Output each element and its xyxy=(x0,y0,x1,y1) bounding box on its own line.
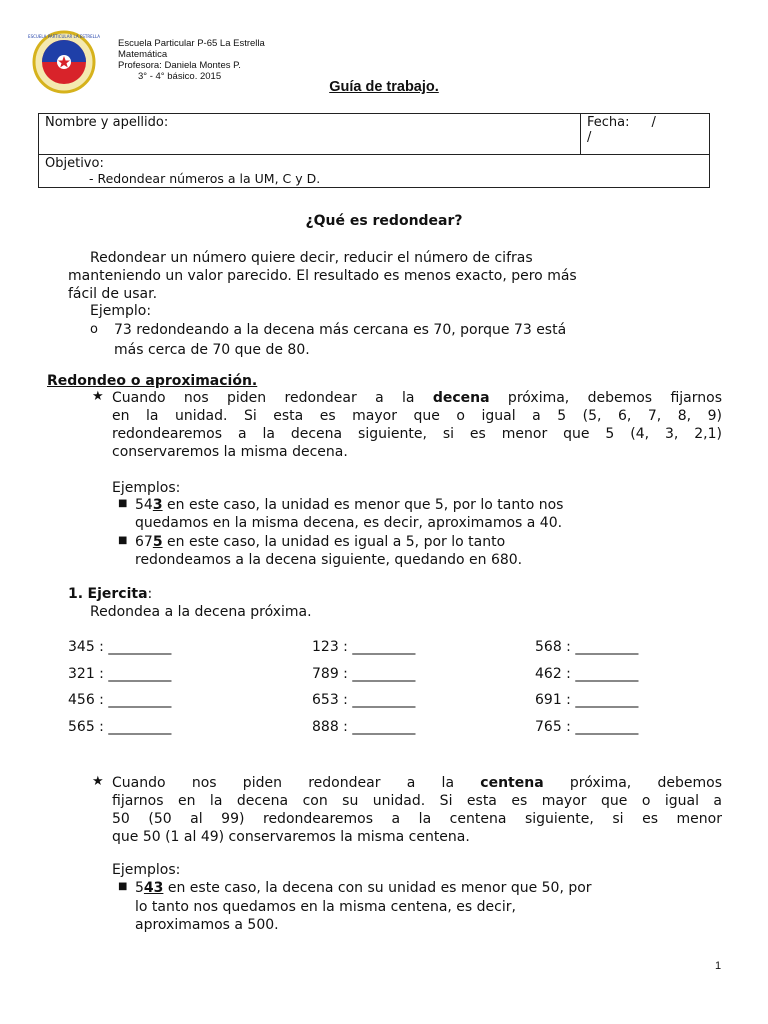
subject: Matemática xyxy=(118,49,168,60)
exercise-item[interactable]: 765 : _________ xyxy=(535,719,639,735)
school-header xyxy=(118,38,265,82)
section-heading-what-is-rounding: ¿Qué es redondear? xyxy=(305,213,463,229)
objective-item: - Redondear números a la UM, C y D. xyxy=(89,171,321,186)
svg-text:ESCUELA PARTICULAR LA ESTRELLA: ESCUELA PARTICULAR LA ESTRELLA xyxy=(28,34,100,39)
exercise-item[interactable]: 321 : _________ xyxy=(68,666,172,682)
circle-bullet-icon: o xyxy=(90,322,98,337)
student-info-table xyxy=(38,113,710,188)
objective-label: Objetivo: xyxy=(45,156,104,171)
exercise-item[interactable]: 789 : _________ xyxy=(312,666,416,682)
section-heading-rounding: Redondeo o aproximación. xyxy=(47,373,258,389)
objective-cell xyxy=(39,155,710,188)
exercise-item[interactable]: 568 : _________ xyxy=(535,639,639,655)
square-bullet-icon: ■ xyxy=(118,498,128,509)
exercise-item[interactable]: 123 : _________ xyxy=(312,639,416,655)
page-title: Guía de trabajo. xyxy=(329,79,439,95)
date-label: Fecha: xyxy=(587,115,630,130)
examples-label-decena: Ejemplos: xyxy=(112,480,181,496)
exercise-item[interactable]: 565 : _________ xyxy=(68,719,172,735)
example-543: ■ 543 en este caso, la unidad es menor que 5, por lo tanto nos quedamos en la misma decena, es decir, aproximamos a 40. xyxy=(118,497,564,531)
example-label: Ejemplo: xyxy=(90,303,152,319)
exercise-item[interactable]: 345 : _________ xyxy=(68,639,172,655)
example-675: ■ 675 en este caso, la unidad es igual a 5, por lo tanto redondeamos a la decena siguiente, quedando en 680. xyxy=(118,534,523,568)
rule-centena: ★ Cuando nos piden redondear a la centena próxima, debemos fijarnos en la decena con su unidad. Si esta es mayor que o igual a 50 (50 al 99) redondearemos a la centena siguiente, si es menor que 50 (1 al 49) conservaremos la misma centena. xyxy=(92,774,722,845)
examples-label-centena: Ejemplos: xyxy=(112,862,181,878)
square-bullet-icon: ■ xyxy=(118,535,128,546)
exercise-item[interactable]: 462 : _________ xyxy=(535,666,639,682)
example-item: o 73 redondeando a la decena más cercana es 70, porque 73 está más cerca de 70 que de 80. xyxy=(90,322,567,358)
exercise-instruction: Redondea a la decena próxima. xyxy=(90,604,312,620)
teacher: Profesora: Daniela Montes P. xyxy=(118,60,241,71)
exercise-item[interactable]: 888 : _________ xyxy=(312,719,416,735)
grade: 3° - 4° básico. 2015 xyxy=(138,71,222,82)
exercise-item[interactable]: 691 : _________ xyxy=(535,692,639,708)
star-bullet-icon: ★ xyxy=(92,774,104,789)
date-cell[interactable]: Fecha: / / xyxy=(581,114,710,155)
exercise-item[interactable]: 653 : _________ xyxy=(312,692,416,708)
school-name: Escuela Particular P-65 La Estrella xyxy=(118,38,265,49)
definition-paragraph: Redondear un número quiere decir, reducir el número de cifras manteniendo un valor parecido. El resultado es menos exacto, pero más fácil de usar. xyxy=(68,250,577,302)
example-543-centena: ■ 543 en este caso, la decena con su unidad es menor que 50, por lo tanto nos quedamos en la misma centena, es decir, aproximamos a 500. xyxy=(118,880,592,933)
rule-decena: ★ Cuando nos piden redondear a la decena próxima, debemos fijarnos en la unidad. Si esta es mayor que o igual a 5 (5, 6, 7, 8, 9) redondearemos a la decena siguiente, si es menor que 5 (4, 3, 2,1) conservaremos la misma decena. xyxy=(92,389,722,460)
square-bullet-icon: ■ xyxy=(118,881,128,892)
exercise-item[interactable]: 456 : _________ xyxy=(68,692,172,708)
name-label: Nombre y apellido: xyxy=(45,115,169,130)
star-bullet-icon: ★ xyxy=(92,389,104,404)
exercise-heading: 1. Ejercita: xyxy=(68,586,153,602)
name-cell[interactable] xyxy=(39,114,581,155)
page-number: 1 xyxy=(715,960,722,972)
